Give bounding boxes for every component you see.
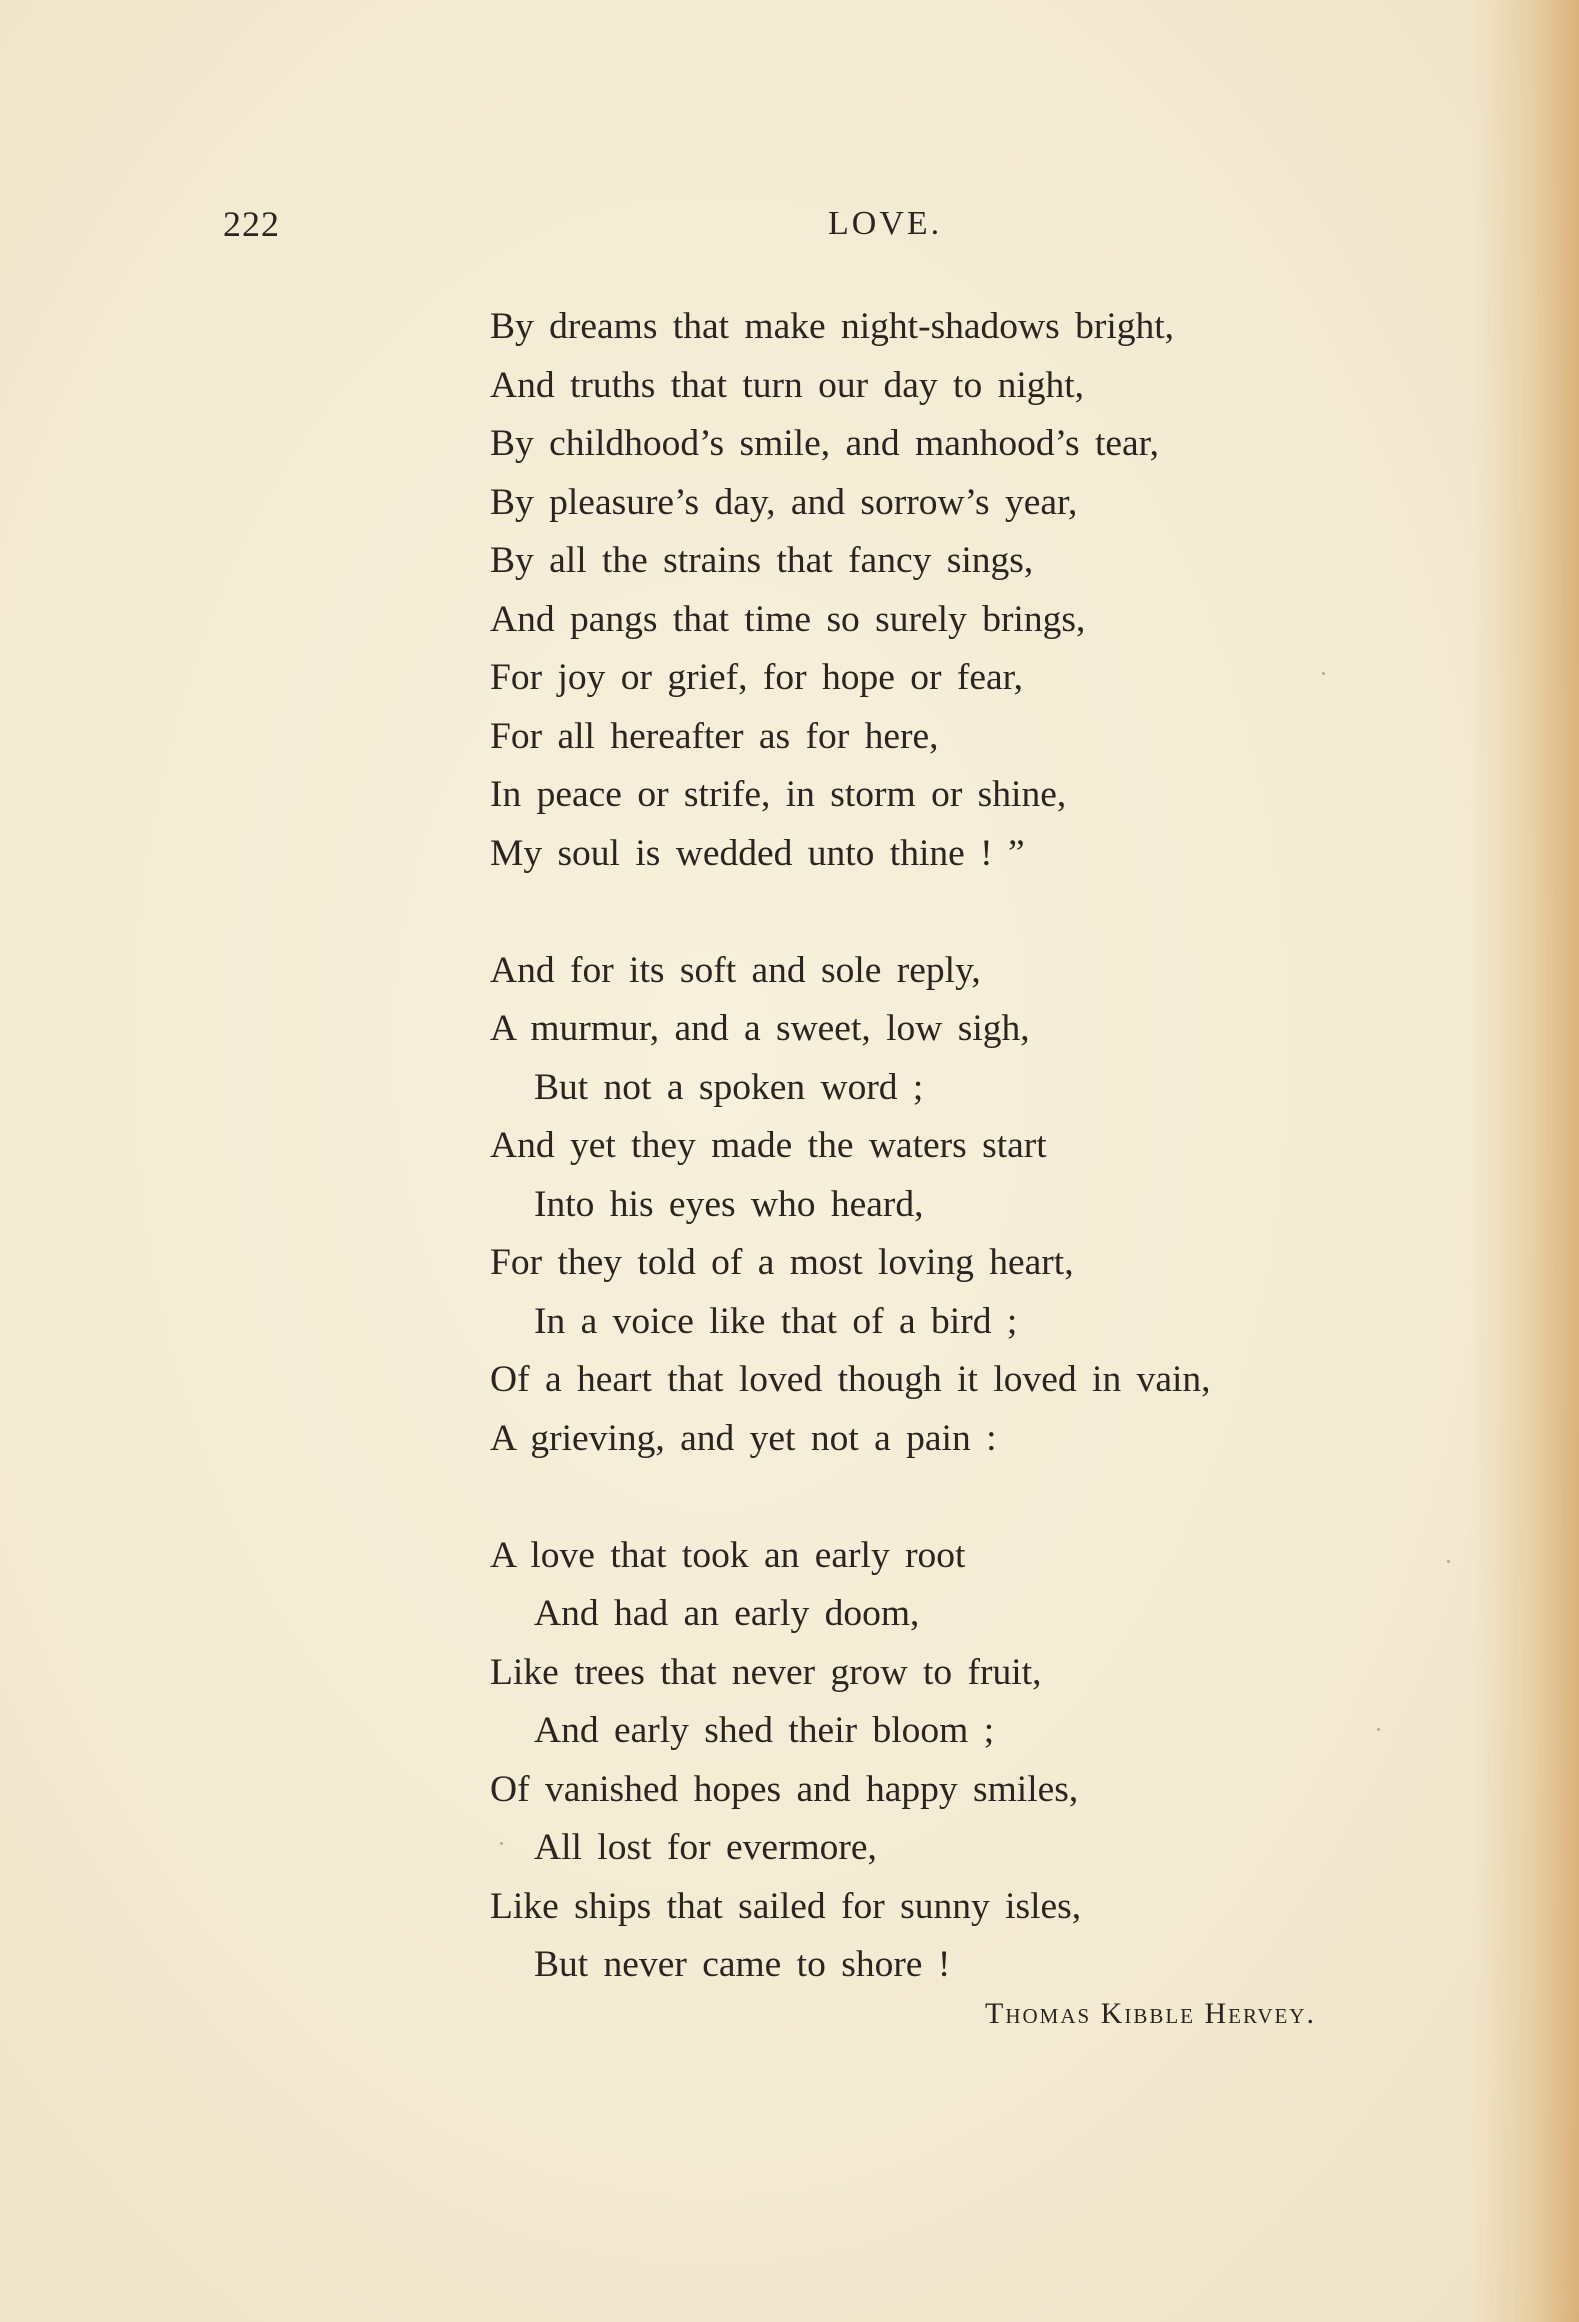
poem-stanza: [490, 1527, 1490, 1995]
poem-line: And pangs that time so surely brings,: [490, 598, 1086, 640]
poem-line: By dreams that make night-shadows bright,: [490, 306, 1175, 347]
poem-line: For all hereafter as for here,: [490, 715, 939, 757]
poem-line: A grieving, and yet not a pain :: [490, 1417, 997, 1459]
poem-line: And for its soft and sole reply,: [490, 949, 981, 991]
poem-line: By pleasure’s day, and sorrow’s year,: [490, 481, 1078, 523]
poem-line: By all the strains that fancy sings,: [490, 540, 1034, 581]
running-title: LOVE.: [828, 205, 943, 242]
poem-line: A love that took an early root: [490, 1534, 966, 1576]
paper-speck: [1322, 672, 1325, 675]
poem-line: Like trees that never grow to fruit,: [490, 1651, 1042, 1693]
poem-line: But never came to shore !: [534, 1944, 951, 1985]
poem-line: And had an early doom,: [534, 1593, 920, 1634]
poem-line: For they told of a most loving heart,: [490, 1242, 1074, 1283]
paper-speck: [1447, 1560, 1450, 1563]
poem-line: Of vanished hopes and happy smiles,: [490, 1768, 1079, 1810]
poem-line: Like ships that sailed for sunny isles,: [490, 1885, 1082, 1927]
paper-speck: [500, 1842, 503, 1845]
poem-line: My soul is wedded unto thine ! ”: [490, 832, 1025, 874]
poem-line: And truths that turn our day to night,: [490, 364, 1085, 406]
poem-line: Of a heart that loved though it loved in vain,: [490, 1359, 1211, 1400]
poem-stanza: [490, 942, 1490, 1469]
poem-stanza: [490, 298, 1490, 883]
page-number: 222: [223, 204, 280, 244]
poem-line: By childhood’s smile, and manhood’s tear,: [490, 423, 1160, 464]
poem-line: All lost for evermore,: [534, 1827, 877, 1868]
poem-line: A murmur, and a sweet, low sigh,: [490, 1008, 1030, 1049]
poem-line: Into his eyes who heard,: [534, 1183, 924, 1225]
poem-line: But not a spoken word ;: [534, 1066, 924, 1108]
poem-line: For joy or grief, for hope or fear,: [490, 657, 1024, 698]
poem-line: And early shed their bloom ;: [534, 1710, 995, 1751]
author-attribution: Thomas Kibble Hervey.: [985, 1997, 1316, 2030]
poem-line: In a voice like that of a bird ;: [534, 1300, 1018, 1342]
poem-line: In peace or strife, in storm or shine,: [490, 774, 1067, 815]
poem-body: [490, 298, 1490, 2053]
page-header: [0, 202, 1579, 246]
poem-line: And yet they made the waters start: [490, 1125, 1047, 1166]
paper-speck: [1377, 1728, 1380, 1731]
